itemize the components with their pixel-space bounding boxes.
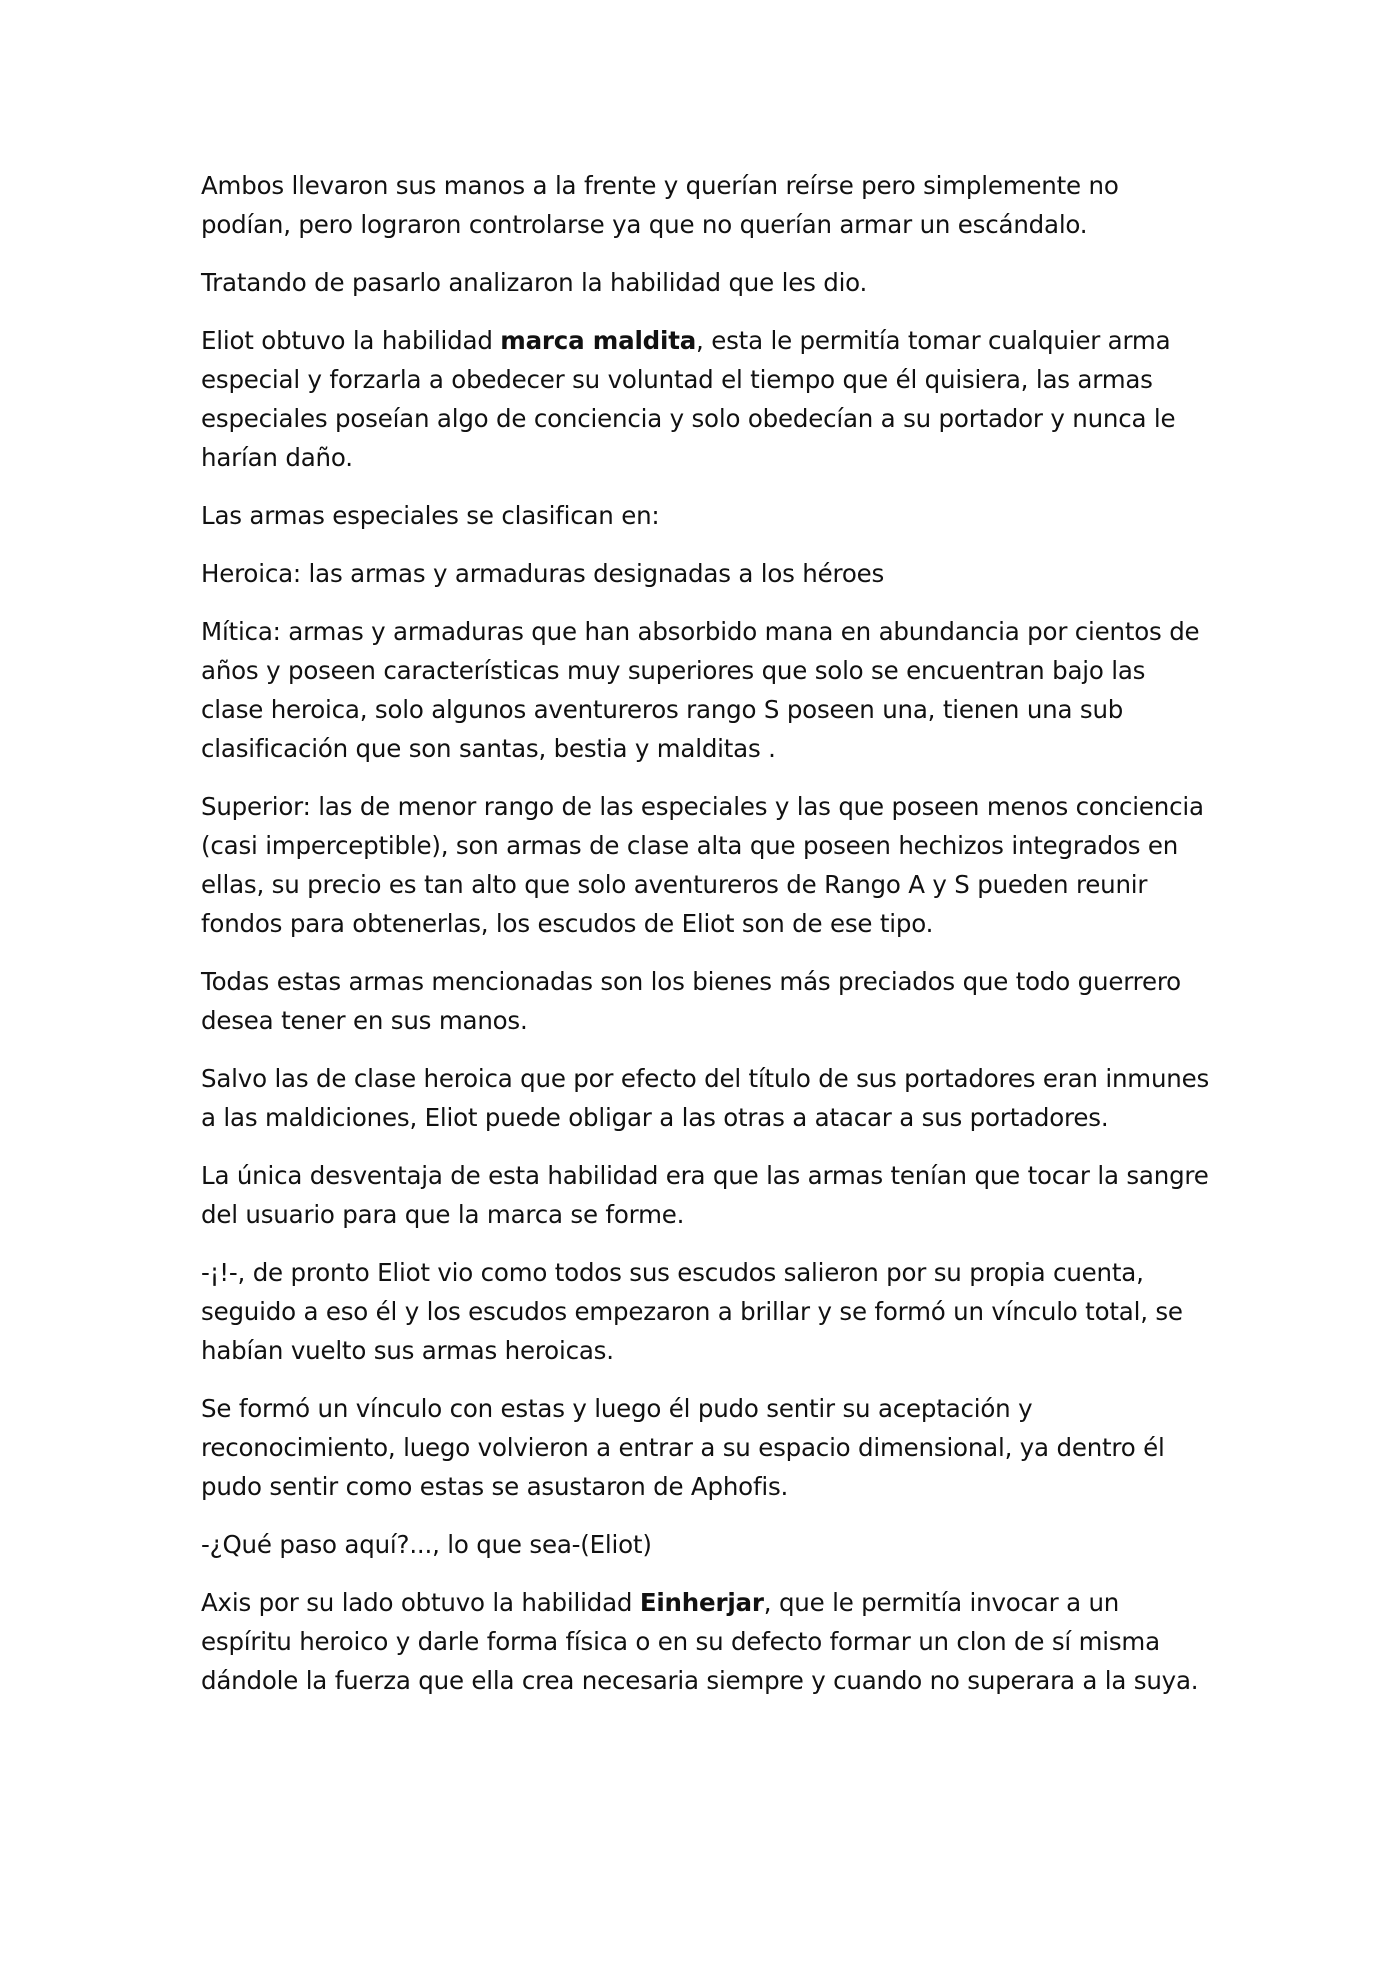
paragraph bbox=[201, 321, 1211, 477]
bold-term: marca maldita bbox=[500, 326, 697, 355]
paragraph bbox=[201, 1583, 1211, 1700]
paragraph: Ambos llevaron sus manos a la frente y querían reírse pero simplemente no podían, pero lograron controlarse ya que no querían armar un escándalo. bbox=[201, 171, 1119, 239]
paragraph: -¡!-, de pronto Eliot vio como todos sus escudos salieron por su propia cuenta, seguido a eso él y los escudos empezaron a brillar y se formó un vínculo total, se habían vuelto sus armas heroicas. bbox=[201, 1258, 1183, 1365]
paragraph: Salvo las de clase heroica que por efecto del título de sus portadores eran inmunes a las maldiciones, Eliot puede obligar a las otras a atacar a sus portadores. bbox=[201, 1064, 1210, 1132]
paragraph: Superior: las de menor rango de las especiales y las que poseen menos conciencia (casi imperceptible), son armas de clase alta que poseen hechizos integrados en ellas, su precio es tan alto que solo aventureros de Rango A y S pueden reunir fondos para obtenerlas, los escudos de Eliot son de ese tipo. bbox=[201, 792, 1204, 938]
paragraph: Todas estas armas mencionadas son los bienes más preciados que todo guerrero desea tener en sus manos. bbox=[201, 967, 1181, 1035]
paragraph: Tratando de pasarlo analizaron la habilidad que les dio. bbox=[201, 268, 868, 297]
paragraph: La única desventaja de esta habilidad era que las armas tenían que tocar la sangre del usuario para que la marca se forme. bbox=[201, 1161, 1209, 1229]
bold-term: Einherjar bbox=[639, 1588, 764, 1617]
paragraph: Heroica: las armas y armaduras designadas a los héroes bbox=[201, 559, 885, 588]
paragraph-text: Eliot obtuvo la habilidad bbox=[201, 326, 501, 355]
paragraph: -¿Qué paso aquí?..., lo que sea-(Eliot) bbox=[201, 1530, 652, 1559]
paragraph-text: Axis por su lado obtuvo la habilidad bbox=[201, 1588, 640, 1617]
paragraph: Mítica: armas y armaduras que han absorbido mana en abundancia por cientos de años y poseen características muy superiores que solo se encuentran bajo las clase heroica, solo algunos aventureros rango S poseen una, tienen una sub clasificación que son santas, bestia y malditas . bbox=[201, 617, 1200, 763]
paragraph-text: , esta le permitía tomar cualquier arma especial y forzarla a obedecer su voluntad el tiempo que él quisiera, las armas especiales poseían algo de conciencia y solo obedecían a su portador y nunca le harían daño. bbox=[201, 326, 1176, 472]
paragraph: Se formó un vínculo con estas y luego él pudo sentir su aceptación y reconocimiento, luego volvieron a entrar a su espacio dimensional, ya dentro él pudo sentir como estas se asustaron de Aphofis. bbox=[201, 1394, 1165, 1501]
page-body bbox=[201, 166, 1211, 1719]
paragraph-text: , que le permitía invocar a un espíritu heroico y darle forma física o en su defecto formar un clon de sí misma dándole la fuerza que ella crea necesaria siempre y cuando no superara a la suya. bbox=[201, 1588, 1199, 1695]
paragraph: Las armas especiales se clasifican en: bbox=[201, 501, 660, 530]
